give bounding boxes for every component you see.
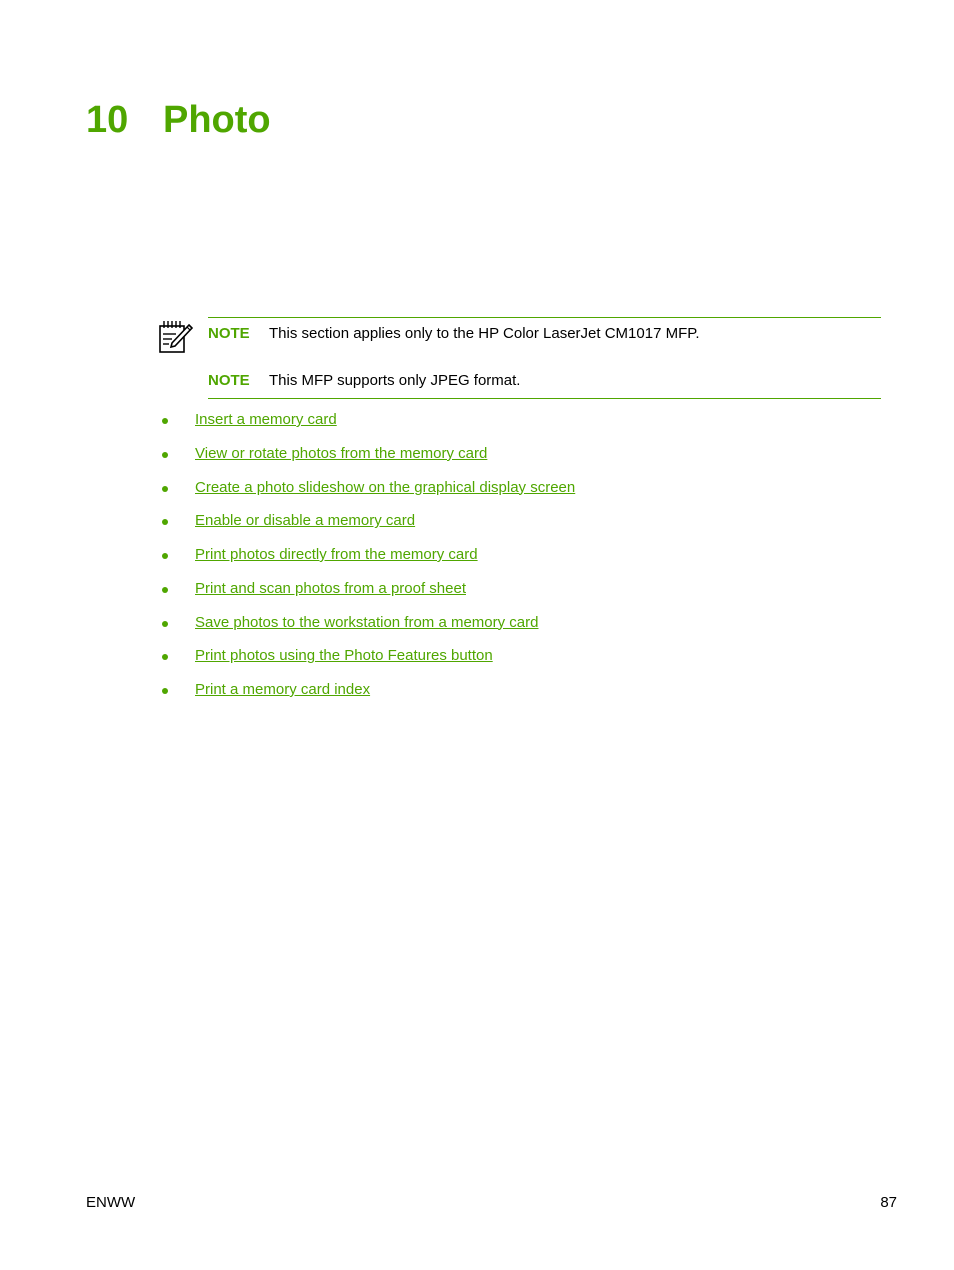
bullet-icon: [162, 587, 168, 593]
bullet-icon: [162, 688, 168, 694]
note-block: [208, 317, 881, 399]
note-row: [208, 325, 700, 343]
footer-label: ENWW: [86, 1194, 136, 1211]
link-enable-disable-card[interactable]: Enable or disable a memory card: [195, 512, 416, 530]
chapter-title: [86, 96, 271, 144]
note-row: [208, 372, 520, 390]
link-photo-features-button[interactable]: Print photos using the Photo Features button: [195, 647, 493, 665]
bullet-icon: [162, 418, 168, 424]
note-label: NOTE: [208, 372, 250, 389]
page-number: 87: [880, 1194, 897, 1211]
link-create-slideshow[interactable]: Create a photo slideshow on the graphical display screen: [195, 478, 576, 496]
chapter-name: Photo: [163, 99, 271, 141]
bullet-icon: [162, 519, 168, 525]
bullet-icon: [162, 452, 168, 458]
link-insert-memory-card[interactable]: Insert a memory card: [195, 411, 337, 428]
chapter-number: 10: [86, 99, 129, 141]
note-pad-pencil-icon: [158, 320, 194, 354]
bullet-icon: [162, 654, 168, 660]
link-view-rotate-photos[interactable]: View or rotate photos from the memory card: [195, 444, 488, 462]
note-text: This section applies only to the HP Color LaserJet CM1017 MFP.: [269, 325, 700, 342]
link-memory-card-index[interactable]: Print a memory card index: [195, 681, 371, 698]
link-print-photos-directly[interactable]: Print photos directly from the memory card: [195, 546, 478, 563]
bullet-icon: [162, 621, 168, 627]
note-label: NOTE: [208, 325, 250, 342]
bullet-icon: [162, 553, 168, 559]
bullet-icon: [162, 486, 168, 492]
note-text: This MFP supports only JPEG format.: [269, 372, 521, 389]
link-print-scan-proof-sheet[interactable]: Print and scan photos from a proof sheet: [195, 579, 466, 597]
link-save-photos-workstation[interactable]: Save photos to the workstation from a memory card: [195, 613, 539, 631]
